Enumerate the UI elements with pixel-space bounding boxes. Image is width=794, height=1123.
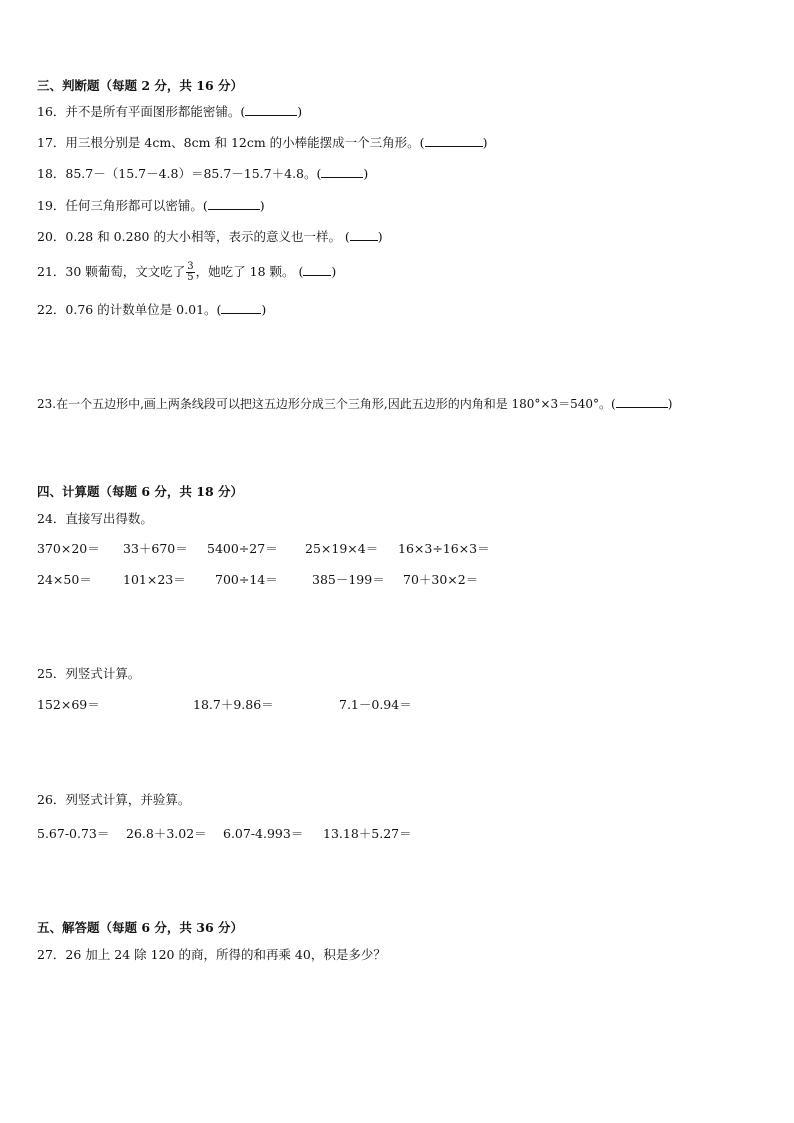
- question-22: [37, 302, 266, 318]
- question-23-close: ): [667, 397, 673, 411]
- calc-item: 370×20＝: [37, 541, 100, 556]
- question-22-close: ): [261, 302, 267, 317]
- calc-item: 101×23＝: [123, 572, 186, 587]
- section-3-title: 三、判断题（每题 2 分，共 16 分）: [37, 78, 244, 93]
- question-20-close: ): [377, 229, 383, 244]
- question-23: [37, 396, 672, 412]
- question-17-text: 17．用三根分别是 4cm、8cm 和 12cm 的小棒能摆成一个三角形。(: [37, 135, 425, 150]
- question-19: [37, 198, 265, 214]
- calc-item: 385－199＝: [312, 572, 385, 587]
- question-20-text: 20．0.28 和 0.280 的大小相等，表示的意义也一样。 (: [37, 229, 350, 244]
- answer-blank[interactable]: [245, 104, 297, 116]
- answer-blank[interactable]: [350, 229, 378, 241]
- calc-item: 70＋30×2＝: [403, 572, 479, 587]
- answer-blank[interactable]: [208, 198, 260, 210]
- question-18-close: ): [363, 166, 369, 181]
- question-23-text: 23.在一个五边形中,画上两条线段可以把这五边形分成三个三角形,因此五边形的内角和是 180°×3＝540°。(: [37, 397, 616, 411]
- answer-blank[interactable]: [616, 396, 668, 408]
- calc-item: 5.67-0.73＝: [37, 826, 110, 841]
- question-19-text: 19．任何三角形都可以密铺。(: [37, 198, 208, 213]
- answer-blank[interactable]: [425, 135, 483, 147]
- calc-item: 16×3÷16×3＝: [398, 541, 490, 556]
- answer-blank[interactable]: [303, 264, 331, 276]
- question-21-close: ): [331, 264, 337, 279]
- question-25-prompt: 25．列竖式计算。: [37, 666, 141, 681]
- calc-item: 7.1－0.94＝: [339, 697, 412, 712]
- section-5-title: 五、解答题（每题 6 分，共 36 分）: [37, 920, 244, 935]
- question-21: [37, 262, 336, 283]
- answer-blank[interactable]: [321, 166, 363, 178]
- calc-item: 33＋670＝: [123, 541, 188, 556]
- question-27: 27．26 加上 24 除 120 的商，所得的和再乘 40，积是多少？: [37, 947, 386, 962]
- calc-item: 152×69＝: [37, 697, 100, 712]
- question-21-text-after: ，她吃了 18 颗。 (: [195, 264, 304, 279]
- question-18-text: 18．85.7－（15.7－4.8）＝85.7－15.7＋4.8。(: [37, 166, 322, 181]
- calc-item: 25×19×4＝: [305, 541, 379, 556]
- answer-blank[interactable]: [221, 302, 261, 314]
- calc-item: 5400÷27＝: [207, 541, 278, 556]
- question-22-text: 22．0.76 的计数单位是 0.01。(: [37, 302, 222, 317]
- calc-item: 700÷14＝: [215, 572, 278, 587]
- fraction-denominator: 5: [187, 272, 194, 283]
- section-4-title: 四、计算题（每题 6 分，共 18 分）: [37, 484, 244, 499]
- calc-item: 13.18＋5.27＝: [323, 826, 412, 841]
- question-26-prompt: 26．列竖式计算，并验算。: [37, 792, 191, 807]
- fraction-numerator: 3: [187, 261, 194, 272]
- fraction-three-fifths: [186, 262, 194, 283]
- question-17-close: ): [482, 135, 488, 150]
- question-16-text: 16．并不是所有平面图形都能密铺。(: [37, 104, 246, 119]
- calc-item: 18.7＋9.86＝: [193, 697, 274, 712]
- question-21-text: 21．30 颗葡萄，文文吃了: [37, 264, 186, 279]
- question-16-close: ): [297, 104, 303, 119]
- calc-item: 24×50＝: [37, 572, 92, 587]
- question-16: [37, 104, 302, 120]
- question-24-prompt: 24．直接写出得数。: [37, 511, 153, 526]
- question-18: [37, 166, 368, 182]
- question-19-close: ): [259, 198, 265, 213]
- calc-item: 6.07-4.993＝: [223, 826, 304, 841]
- calc-item: 26.8＋3.02＝: [126, 826, 207, 841]
- question-17: [37, 135, 487, 151]
- question-20: [37, 229, 383, 245]
